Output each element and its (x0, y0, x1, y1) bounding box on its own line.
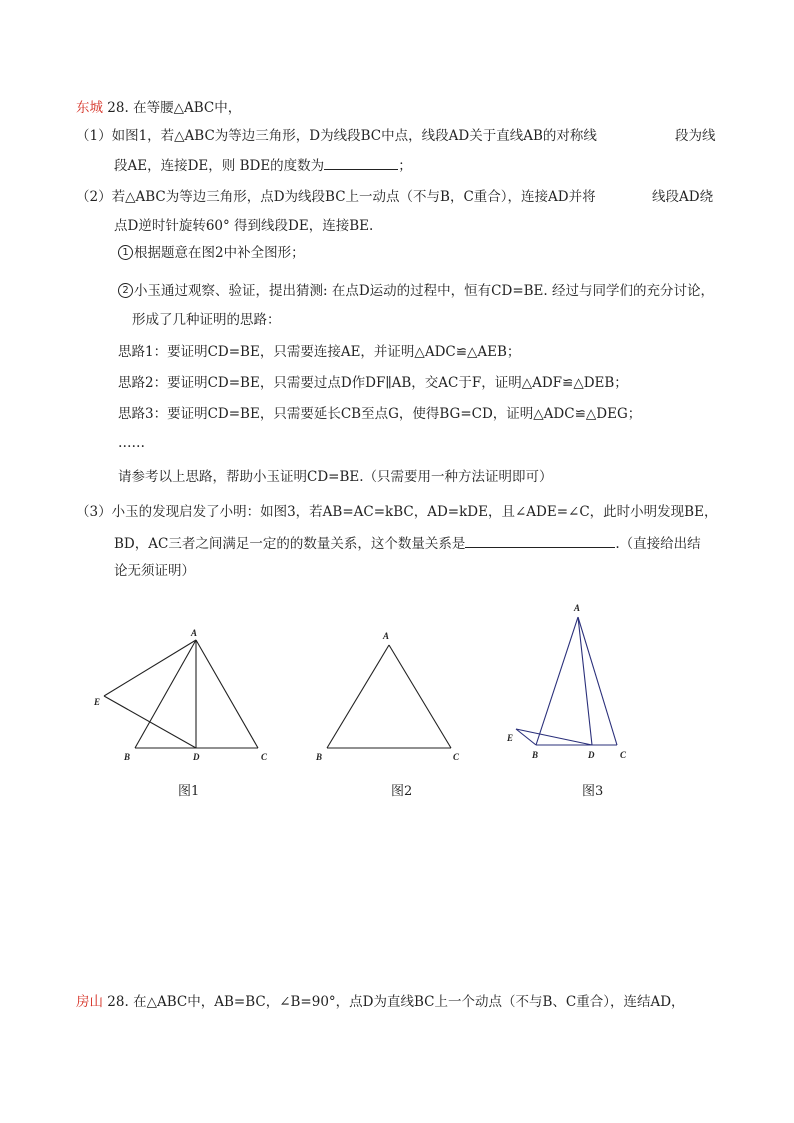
q1-part2-line1-tail: 线段AD绕 (652, 189, 714, 205)
q1-source: 东城 (76, 100, 103, 116)
segment-AB (327, 645, 389, 748)
q1-part1-line2: 段AE，连接DE，则 BDE的度数为 ； (114, 155, 412, 175)
segment-AC (389, 645, 451, 748)
label-A: A (191, 628, 198, 638)
q1-header (76, 99, 241, 117)
label-E: E (507, 733, 514, 743)
figure-3-caption: 图3 (582, 784, 604, 799)
label-C: C (453, 752, 460, 762)
segment-AB (135, 640, 196, 748)
q2-text: 在△ABC中，AB=BC，∠B=90°，点D为直线BC上一个动点（不与B、C重合），连结AD， (133, 994, 685, 1010)
q1-part1-line1: （1）如图1，若△ABC为等边三角形，D为线段BC中点，线段AD关于直线AB的对称线 (76, 128, 597, 144)
segment-AC (196, 640, 258, 748)
segment-AE (104, 640, 196, 696)
q1-part1-line1-tail: 段为线 (675, 128, 716, 144)
label-C: C (261, 752, 268, 762)
segment-DE (104, 696, 196, 748)
segment-BE (516, 729, 536, 745)
label-E: E (94, 697, 101, 707)
segment-AB (536, 617, 578, 745)
q1-stem: 在等腰△ABC中， (133, 100, 242, 116)
q1-part3-line1: （3）小玉的发现启发了小明：如图3，若AB=AC=kBC，AD=kDE，且∠ADE=∠C，此时小明发现BE， (76, 504, 718, 520)
label-D: D (588, 750, 595, 760)
q1-ellipsis: …… (118, 435, 145, 451)
segment-DE (516, 729, 592, 745)
label-A: A (574, 603, 581, 613)
circled-number-icon: 1 (118, 245, 133, 260)
q1-idea3: 思路3：要证明CD=BE，只需要延长CB至点G，使得BG=CD，证明△ADC≌△DEG； (118, 406, 642, 422)
q2-source: 房山 (76, 994, 103, 1010)
q1-part2-line1: （2）若△ABC为等边三角形，点D为线段BC上一动点（不与B，C重合），连接AD并将 (76, 189, 596, 205)
q1-ask: 请参考以上思路，帮助小玉证明CD=BE.（只需要用一种方法证明即可） (118, 469, 553, 485)
label-B: B (316, 752, 323, 762)
figure-1-caption: 图1 (178, 784, 200, 799)
label-A: A (383, 631, 390, 641)
q1-idea1: 思路1：要证明CD=BE，只需要连接AE，并证明△ADC≌△AEB； (118, 344, 521, 360)
q1-part2-item2: 2 小玉通过观察、验证，提出猜测: 在点D运动的过程中，恒有CD=BE. 经过与同学们的充分讨论， (118, 282, 714, 300)
q2-number: 28. (107, 994, 129, 1010)
label-D: D (193, 752, 200, 762)
answer-blank (324, 155, 398, 170)
q1-part2-line2: 点D逆时针旋转60° 得到线段DE，连接BE. (114, 218, 374, 234)
label-C: C (620, 750, 627, 760)
segment-AC (578, 617, 617, 745)
q1-idea2: 思路2：要证明CD=BE，只需要过点D作DF∥AB，交AC于F，证明△ADF≌△DEB； (118, 375, 628, 391)
segment-AD (578, 617, 592, 745)
q1-part2-item2-cont: 形成了几种证明的思路： (132, 312, 281, 328)
circled-number-icon: 2 (118, 283, 133, 298)
q1-number: 28. (107, 100, 129, 116)
q1-part2-item1: 1 根据题意在图2中补全图形； (118, 244, 305, 262)
q1-part3-line2: BD，AC三者之间满足一定的的数量关系，这个数量关系是 .（直接给出结 (114, 533, 701, 553)
label-B: B (124, 752, 131, 762)
q2-header (76, 993, 685, 1011)
answer-blank (465, 533, 615, 548)
q1-part3-line3: 论无须证明） (114, 563, 195, 579)
figure-2-caption: 图2 (391, 784, 413, 799)
label-B: B (532, 750, 539, 760)
